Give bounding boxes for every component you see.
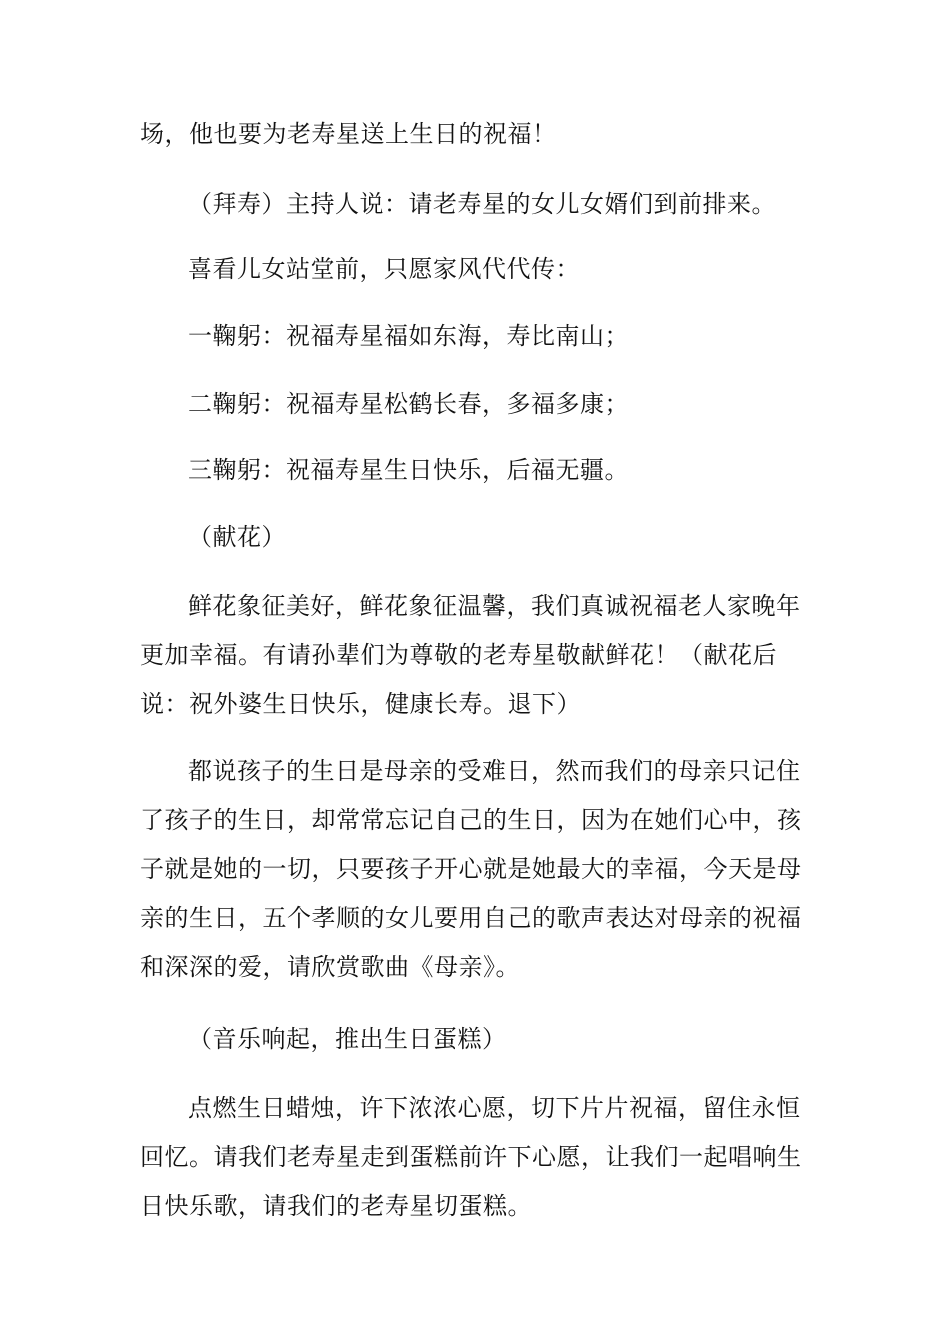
paragraph-birthday-bow-intro: （拜寿）主持人说：请老寿星的女儿女婿们到前排来。: [188, 190, 776, 218]
paragraph-continuation: 场，他也要为老寿星送上生日的祝福！: [140, 120, 557, 148]
paragraph-mother-birthday: 都说孩子的生日是母亲的受难日，然而我们的母亲只记住了孩子的生日，却常常忘记自己的生日，因为在她们心中，孩子就是她的一切，只要孩子开心就是她最大的幸福，今天是母亲的生日，五个孝顺的女儿要用自己的歌声表达对母亲的祝福和深深的爱，请欣赏歌曲《母亲》。: [140, 757, 802, 981]
paragraph-second-bow: 二鞠躬：祝福寿星松鹤长春，多福多康；: [188, 390, 629, 418]
paragraph-family-line: 喜看儿女站堂前，只愿家风代代传：: [188, 255, 580, 283]
paragraph-cake: 点燃生日蜡烛，许下浓浓心愿，切下片片祝福，留住永恒回忆。请我们老寿星走到蛋糕前许下心愿，让我们一起唱响生日快乐歌，请我们的老寿星切蛋糕。: [140, 1094, 802, 1220]
paragraph-cake-note: （音乐响起，推出生日蛋糕）: [188, 1025, 507, 1053]
paragraph-third-bow: 三鞠躬：祝福寿星生日快乐，后福无疆。: [188, 456, 629, 484]
paragraph-present-flowers-note: （献花）: [188, 523, 286, 551]
paragraph-first-bow: 一鞠躬：祝福寿星福如东海，寿比南山；: [188, 322, 629, 350]
paragraph-flowers: 鲜花象征美好，鲜花象征温馨，我们真诚祝福老人家晚年更加幸福。有请孙辈们为尊敬的老寿星敬献鲜花！（献花后说：祝外婆生日快乐，健康长寿。退下）: [140, 592, 801, 718]
